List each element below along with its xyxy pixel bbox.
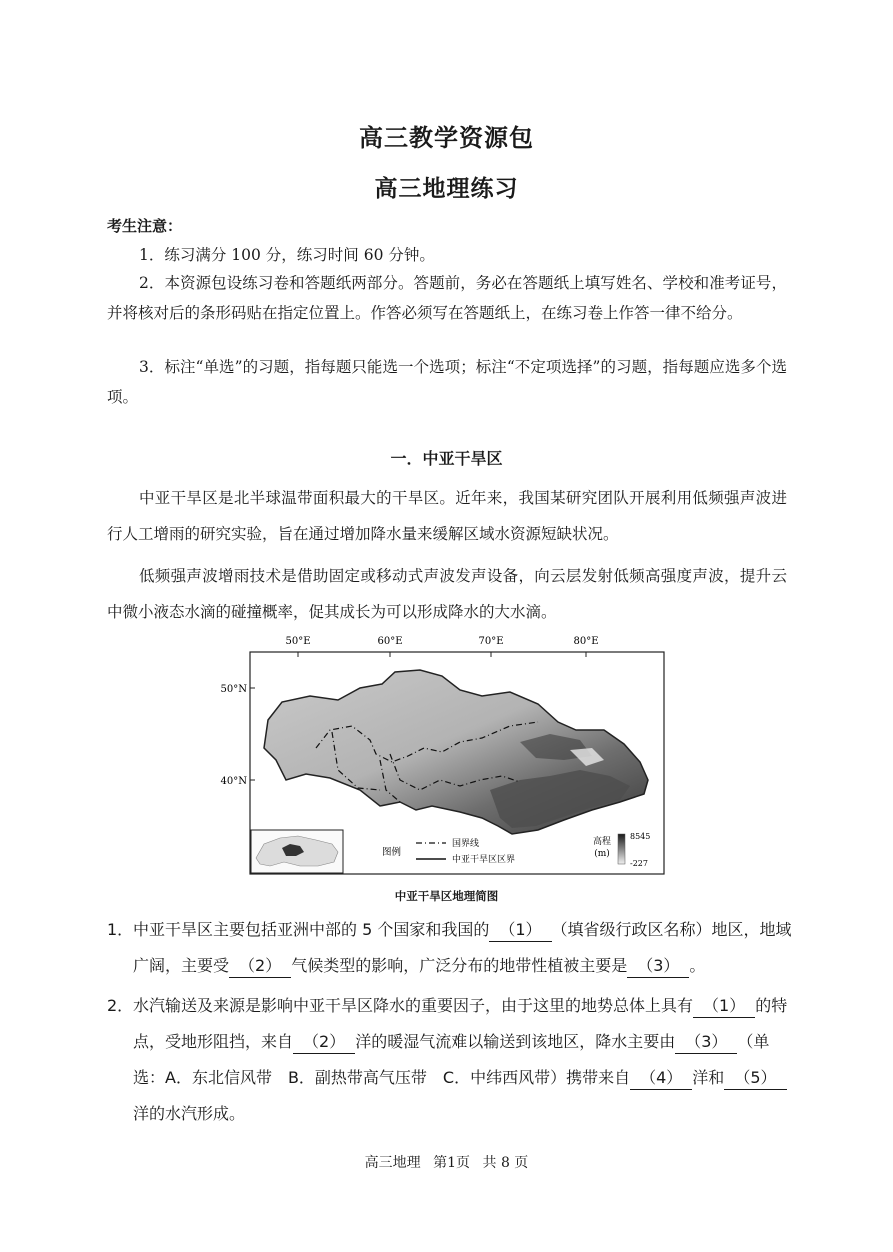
elev-title: 高程 — [592, 837, 612, 847]
lat-label: 50°N — [220, 684, 247, 695]
question-text: 水汽输送及来源是影响中亚干旱区降水的重要因子，由于这里的地势总体上具有 — [133, 996, 694, 1015]
elevation-scale — [618, 834, 625, 864]
question-number: 1． — [107, 920, 134, 939]
answer-blank[interactable]: （2） — [229, 955, 291, 978]
elev-unit: (m) — [594, 849, 610, 859]
question-1 — [107, 912, 797, 984]
question-body — [133, 988, 797, 1132]
section-paragraph-2: 低频强声波增雨技术是借助固定或移动式声波发声设备，向云层发射低频高强度声波，提升云中微小液态水滴的碰撞概率，促其成长为可以形成降水的大水滴。 — [107, 567, 787, 621]
question-text: 洋的水汽形成。 — [133, 1104, 246, 1123]
answer-blank[interactable]: （1） — [693, 995, 755, 1018]
question-2 — [107, 988, 797, 1132]
answer-blank[interactable]: （5） — [724, 1067, 786, 1090]
legend-region-label: 中亚干旱区区界 — [452, 855, 516, 865]
question-body — [133, 912, 797, 984]
central-asia-map — [220, 630, 670, 880]
question-text: 。 — [689, 956, 706, 975]
legend-border-label: 国界线 — [452, 839, 480, 849]
footer-subject: 高三地理 — [364, 1155, 421, 1171]
answer-blank[interactable]: （4） — [630, 1067, 692, 1090]
map-caption: 中亚干旱区地理简图 — [394, 889, 499, 903]
question-text: （单选：A．东北信风带 B．副热带高气压带 C．中纬西风带）携带来自 — [133, 1032, 770, 1087]
lat-label: 40°N — [220, 776, 247, 787]
notice-heading: 考生注意： — [107, 217, 183, 235]
notice-item-3: 3．标注“单选”的习题，指每题只能选一个选项；标注“不定项选择”的习题，指每题应选多个选项。 — [107, 358, 787, 406]
question-number: 2． — [107, 996, 134, 1015]
question-text: （填省级行政区名称）地区，地域广阔，主要受 — [133, 920, 792, 975]
question-text: 气候类型的影响，广泛分布的地带性植被主要是 — [291, 956, 628, 975]
lon-label: 50°E — [285, 636, 311, 647]
legend-title: 图例 — [382, 847, 402, 858]
question-text: 洋的暖湿气流难以输送到该地区，降水主要由 — [355, 1032, 676, 1051]
lon-label: 60°E — [377, 636, 403, 647]
answer-blank[interactable]: （3） — [627, 955, 689, 978]
notice-item-2: 2．本资源包设练习卷和答题纸两部分。答题前，务必在答题纸上填写姓名、学校和准考证号，并将核对后的条形码贴在指定位置上。作答必须写在答题纸上，在练习卷上作答一律不给分。 — [107, 274, 787, 322]
page-subtitle: 高三地理练习 — [374, 176, 519, 202]
lon-label: 80°E — [573, 636, 599, 647]
question-text: 中亚干旱区主要包括亚洲中部的 5 个国家和我国的 — [133, 920, 490, 939]
question-text: 洋和 — [692, 1068, 725, 1087]
question-text: 的特点，受地形阻挡，来自 — [133, 996, 788, 1051]
answer-blank[interactable]: （3） — [675, 1031, 737, 1054]
elev-min: -227 — [630, 859, 648, 868]
map-figure — [220, 630, 670, 880]
page-title: 高三教学资源包 — [359, 124, 534, 152]
footer-total: 共 8 页 — [482, 1155, 529, 1171]
section-title: 一．中亚干旱区 — [390, 449, 503, 468]
answer-blank[interactable]: （1） — [489, 919, 551, 942]
section-paragraph-1: 中亚干旱区是北半球温带面积最大的干旱区。近年来，我国某研究团队开展利用低频强声波进行人工增雨的研究实验，旨在通过增加降水量来缓解区域水资源短缺状况。 — [107, 489, 787, 543]
page-footer — [0, 1152, 893, 1172]
notice-item-1: 1．练习满分 100 分，练习时间 60 分钟。 — [139, 246, 435, 264]
lon-label: 70°E — [478, 636, 504, 647]
elev-max: 8545 — [630, 832, 651, 841]
footer-page: 第1页 — [433, 1155, 471, 1171]
answer-blank[interactable]: （2） — [293, 1031, 355, 1054]
